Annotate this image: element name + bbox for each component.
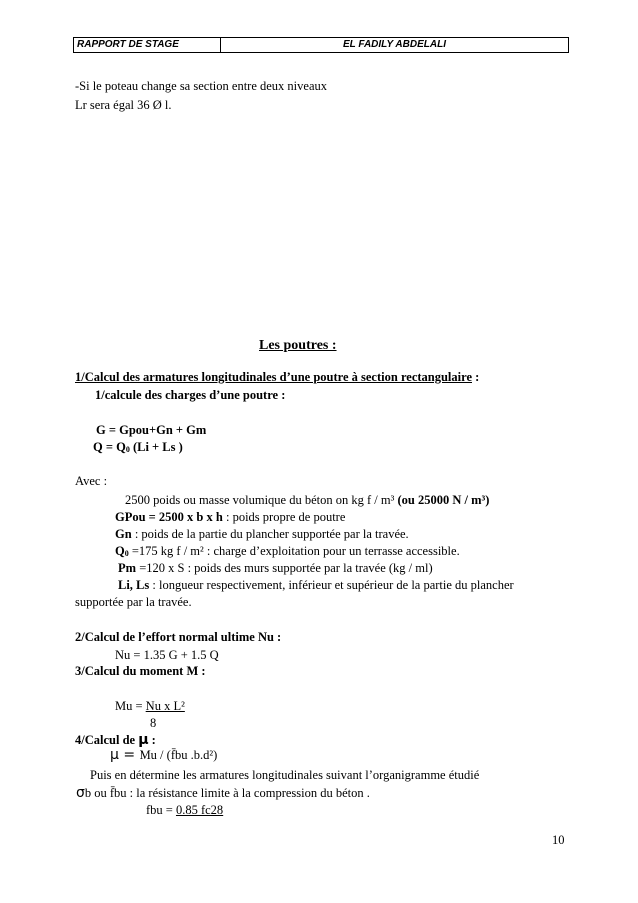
formula-q <box>93 440 183 457</box>
heading-4 <box>75 733 156 747</box>
heading-2: 2/Calcul de l’effort normal ultime Nu : <box>75 630 282 644</box>
section-title: Les poutres : <box>259 338 337 353</box>
heading-1-sub: 1/calcule des charges d’une poutre : <box>95 388 286 402</box>
heading-4-suffix: : <box>148 733 156 747</box>
header-right: EL FADILY ABDELALI <box>343 39 446 50</box>
heading-1-label: 1/Calcul des armatures longitudinales d’une poutre à section rectangulaire <box>75 370 472 384</box>
heading-3: 3/Calcul du moment M : <box>75 664 206 678</box>
header-left: RAPPORT DE STAGE <box>74 38 221 52</box>
intro-line-2: Lr sera égal 36 Ø l. <box>75 98 172 112</box>
formula-fbu <box>146 803 223 817</box>
heading-4-text: 4/Calcul de <box>75 733 139 747</box>
mu-equation-symbol: μ <box>110 747 119 763</box>
mu-equation-equals: = <box>118 747 140 763</box>
definition-density-text: 2500 poids ou masse volumique du béton on kg f / m³ <box>125 493 398 507</box>
formula-g: G = Gpou+Gn + Gm <box>96 423 207 437</box>
text-resistance <box>76 786 370 800</box>
definition-li-ls <box>118 578 514 592</box>
definition-gn <box>115 527 409 541</box>
mu-symbol: μ <box>138 732 149 748</box>
sigma-symbol: σ <box>76 785 85 801</box>
definition-q0 <box>115 544 460 561</box>
mu-equation <box>110 748 217 762</box>
intro-line-1: -Si le poteau change sa section entre deux niveaux <box>75 79 327 93</box>
formula-mu-numerator: Nu x L² <box>145 699 185 713</box>
avec-label: Avec : <box>75 474 108 488</box>
definition-density-bold: (ou 25000 N / m³) <box>397 493 490 507</box>
formula-mu-prefix: Mu = <box>115 699 146 713</box>
definition-li-ls-text: : longueur respectivement, inférieur et supérieur de la partie du plancher <box>149 578 514 592</box>
formula-mu <box>115 699 185 713</box>
definition-li-ls-bold: Li, Ls <box>118 578 150 592</box>
formula-nu: Nu = 1.35 G + 1.5 Q <box>115 648 219 662</box>
text-organigramme: Puis en détermine les armatures longitudinales suivant l’organigramme étudié <box>90 768 480 782</box>
formula-q-subscript: 0 <box>125 445 130 454</box>
definition-q0-text: : charge d’exploitation pour un terrasse accessible. <box>203 544 460 558</box>
heading-1 <box>75 370 479 384</box>
definition-pm <box>118 561 433 575</box>
definition-pm-text: =120 x S : poids des murs supportée par la travée (kg / ml) <box>136 561 433 575</box>
definition-gpou-bold: GPou = 2500 x b x h <box>115 510 223 524</box>
definition-gpou <box>115 510 345 524</box>
page-header <box>73 37 569 53</box>
definition-q0-subscript: 0 <box>124 549 129 558</box>
definition-pm-bold: Pm <box>118 561 137 575</box>
definition-gn-text: : poids de la partie du plancher supportée par la travée. <box>131 527 409 541</box>
definition-q0-value: =175 kg f / m² <box>128 544 204 558</box>
definition-gn-bold: Gn <box>115 527 132 541</box>
definition-li-ls-cont: supportée par la travée. <box>75 595 192 609</box>
heading-1-suffix: : <box>472 370 480 384</box>
text-resistance-body: b ou f̄bu : la résistance limite à la compression du béton . <box>84 786 370 800</box>
formula-q-part-b: (Li + Ls ) <box>129 440 183 454</box>
mu-equation-text: Mu / (f̄bu .b.d²) <box>139 748 218 762</box>
formula-mu-denominator: 8 <box>150 716 157 730</box>
definition-density <box>125 493 489 507</box>
formula-q-part-a: Q = Q <box>93 440 126 454</box>
formula-fbu-prefix: fbu = <box>146 803 176 817</box>
definition-gpou-text: : poids propre de poutre <box>222 510 346 524</box>
formula-fbu-value: 0.85 fc28 <box>175 803 224 817</box>
definition-q0-bold: Q <box>115 544 125 558</box>
page-number: 10 <box>552 833 565 847</box>
